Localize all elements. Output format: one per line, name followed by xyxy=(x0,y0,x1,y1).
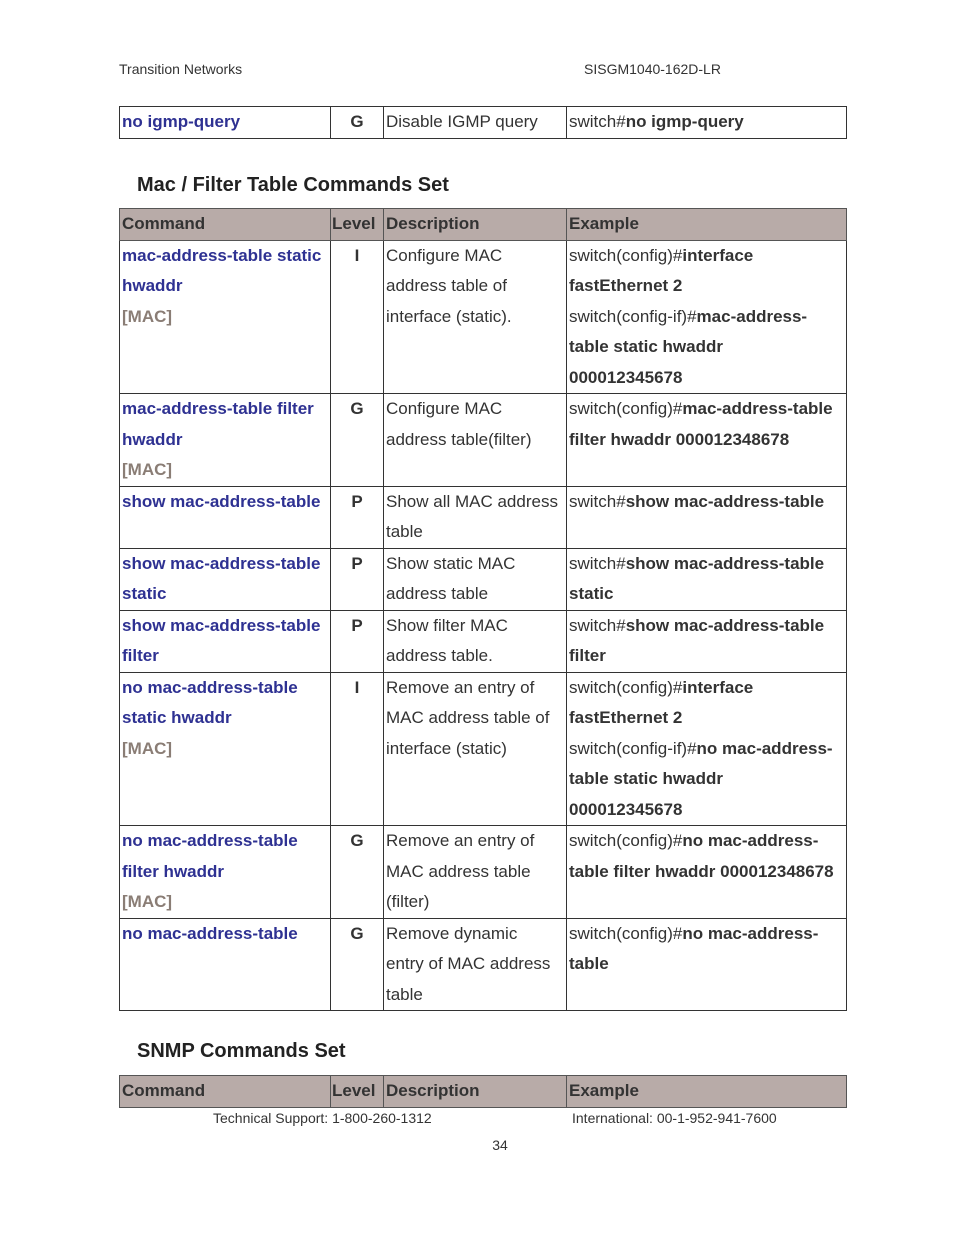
example-line xyxy=(569,857,846,888)
example-line xyxy=(569,363,846,394)
example-line xyxy=(569,764,846,795)
description-text: address table(filter) xyxy=(386,429,532,449)
description-text: Configure MAC xyxy=(386,245,503,265)
description-text: interface (static) xyxy=(386,738,507,758)
example-line xyxy=(569,949,846,980)
example-line xyxy=(569,425,846,456)
command-text: no igmp-query xyxy=(122,112,241,131)
example-prompt: switch# xyxy=(569,615,626,635)
example-cell xyxy=(567,107,847,139)
description-cell: Disable IGMP query xyxy=(384,107,567,139)
description-text: entry of MAC address xyxy=(386,954,551,973)
description-text: MAC address table of xyxy=(386,708,550,727)
table-row xyxy=(120,672,847,826)
command-text: static hwaddr xyxy=(122,708,232,727)
command-text: no mac-address-table xyxy=(122,831,298,850)
column-header-command: Command xyxy=(120,1076,331,1108)
example-line xyxy=(569,734,846,765)
table-row xyxy=(120,548,847,610)
example-cell xyxy=(567,826,847,919)
example-command: table filter hwaddr 000012348678 xyxy=(569,861,834,881)
parameter-text: [MAC] xyxy=(122,306,173,326)
mac-filter-commands-table xyxy=(119,208,847,1011)
command-cell xyxy=(120,672,331,826)
command-text: static xyxy=(122,584,167,603)
example-command: show mac-address-table xyxy=(625,615,825,635)
command-cell xyxy=(120,486,331,548)
example-command: 000012345678 xyxy=(569,367,683,387)
footer-international-phone: International: 00-1-952-941-7600 xyxy=(572,1110,777,1126)
table-row xyxy=(120,486,847,548)
example-command: show mac-address-table xyxy=(625,553,825,573)
description-cell xyxy=(384,918,567,1011)
example-command: mac-address-table xyxy=(682,399,833,418)
example-command: interface xyxy=(682,677,754,697)
example-command: filter xyxy=(569,646,606,665)
description-cell xyxy=(384,826,567,919)
description-cell xyxy=(384,672,567,826)
command-text: filter xyxy=(122,646,159,665)
example-command: no mac-address- xyxy=(696,738,833,758)
column-header-example: Example xyxy=(567,209,847,241)
command-cell xyxy=(120,394,331,487)
column-header-description: Description xyxy=(384,1076,567,1108)
description-text: address table xyxy=(386,584,489,603)
example-prefix: switch# xyxy=(569,112,626,131)
example-cell xyxy=(567,672,847,826)
example-command: no mac-address- xyxy=(682,923,819,943)
level-cell: P xyxy=(331,610,384,672)
example-line xyxy=(569,703,846,734)
description-cell xyxy=(384,548,567,610)
example-cell xyxy=(567,610,847,672)
description-text: Remove dynamic xyxy=(386,923,518,943)
igmp-query-table xyxy=(119,106,847,139)
parameter-text: [MAC] xyxy=(122,460,173,479)
example-prompt: switch(config-if)# xyxy=(569,738,697,758)
example-cell xyxy=(567,240,847,394)
table-row xyxy=(120,826,847,919)
example-cell xyxy=(567,918,847,1011)
level-cell: G xyxy=(331,918,384,1011)
example-cell xyxy=(567,548,847,610)
example-line xyxy=(569,919,846,950)
level-cell: G xyxy=(331,394,384,487)
command-text: hwaddr xyxy=(122,276,183,295)
example-line xyxy=(569,271,846,302)
example-command: table static hwaddr xyxy=(569,337,723,356)
example-command: static xyxy=(569,584,614,603)
description-cell xyxy=(384,240,567,394)
example-command: no mac-address- xyxy=(682,831,819,850)
description-text: (filter) xyxy=(386,892,430,911)
page-number: 34 xyxy=(492,1137,508,1153)
description-cell xyxy=(384,486,567,548)
column-header-level: Level xyxy=(331,209,384,241)
example-line xyxy=(569,487,846,518)
level-cell: G xyxy=(331,107,384,139)
command-text: no mac-address-table xyxy=(122,677,298,697)
description-cell xyxy=(384,394,567,487)
description-text: table xyxy=(386,984,423,1004)
snmp-commands-table xyxy=(119,1075,847,1108)
example-prompt: switch(config)# xyxy=(569,245,683,265)
example-prompt: switch(config)# xyxy=(569,399,683,418)
example-prompt: switch(config-if)# xyxy=(569,306,697,326)
description-text: Remove an entry of xyxy=(386,831,535,850)
description-text: Configure MAC xyxy=(386,399,503,418)
level-cell: I xyxy=(331,240,384,394)
example-line xyxy=(569,579,846,610)
example-line xyxy=(569,302,846,333)
column-header-description: Description xyxy=(384,209,567,241)
description-text: table xyxy=(386,522,423,541)
description-cell xyxy=(384,610,567,672)
command-cell xyxy=(120,548,331,610)
example-command: show mac-address-table xyxy=(625,491,825,511)
example-prompt: switch# xyxy=(569,553,626,573)
section-title-snmp: SNMP Commands Set xyxy=(137,1040,346,1062)
description-text: Show static MAC xyxy=(386,553,516,573)
example-prompt: switch(config)# xyxy=(569,923,683,943)
table-row xyxy=(120,107,847,139)
description-text: interface (static). xyxy=(386,306,512,326)
example-line xyxy=(569,673,846,704)
command-text: mac-address-table filter xyxy=(122,399,314,418)
description-text: address table of xyxy=(386,276,507,295)
example-command: fastEthernet 2 xyxy=(569,708,683,727)
level-cell: P xyxy=(331,486,384,548)
command-text: show mac-address-table xyxy=(122,491,321,511)
example-command: table static hwaddr xyxy=(569,769,723,788)
page-header-company: Transition Networks xyxy=(119,61,243,77)
example-prompt: switch# xyxy=(569,491,626,511)
parameter-text: [MAC] xyxy=(122,738,173,758)
command-text: no mac-address-table xyxy=(122,923,298,943)
example-prompt: switch(config)# xyxy=(569,677,683,697)
level-cell: G xyxy=(331,826,384,919)
example-command: mac-address- xyxy=(696,306,808,326)
command-text: hwaddr xyxy=(122,429,183,449)
example-command: fastEthernet 2 xyxy=(569,276,683,295)
example-line xyxy=(569,611,846,642)
section-title-mac-filter: Mac / Filter Table Commands Set xyxy=(137,174,449,196)
example-line xyxy=(569,826,846,857)
description-text: Remove an entry of xyxy=(386,677,535,697)
table-header-row xyxy=(120,1076,847,1108)
description-text: Show filter MAC xyxy=(386,615,508,635)
command-text: show mac-address-table xyxy=(122,553,321,573)
example-command: filter hwaddr 000012348678 xyxy=(569,429,790,449)
example-command: table xyxy=(569,954,609,973)
example-line xyxy=(569,549,846,580)
command-cell xyxy=(120,918,331,1011)
command-text: filter hwaddr xyxy=(122,861,225,881)
example-command: interface xyxy=(682,245,754,265)
example-line xyxy=(569,641,846,672)
command-text: mac-address-table static xyxy=(122,245,322,265)
parameter-text: [MAC] xyxy=(122,892,173,911)
example-line xyxy=(569,241,846,272)
example-prompt: switch(config)# xyxy=(569,831,683,850)
table-row xyxy=(120,240,847,394)
table-header-row xyxy=(120,209,847,241)
command-cell xyxy=(120,107,331,139)
example-cell xyxy=(567,486,847,548)
table-row xyxy=(120,918,847,1011)
page-header-model: SISGM1040-162D-LR xyxy=(584,61,721,77)
column-header-command: Command xyxy=(120,209,331,241)
table-row xyxy=(120,394,847,487)
footer-support-phone: Technical Support: 1-800-260-1312 xyxy=(213,1110,432,1126)
description-text: Show all MAC address xyxy=(386,491,558,511)
column-header-level: Level xyxy=(331,1076,384,1108)
command-cell xyxy=(120,826,331,919)
example-line xyxy=(569,795,846,826)
command-cell xyxy=(120,610,331,672)
column-header-example: Example xyxy=(567,1076,847,1108)
level-cell: P xyxy=(331,548,384,610)
table-row xyxy=(120,610,847,672)
level-cell: I xyxy=(331,672,384,826)
description-text: MAC address table xyxy=(386,861,531,881)
example-command: 000012345678 xyxy=(569,799,683,819)
command-text: show mac-address-table xyxy=(122,615,321,635)
command-cell xyxy=(120,240,331,394)
example-cell xyxy=(567,394,847,487)
example-line xyxy=(569,394,846,425)
description-text: address table. xyxy=(386,646,493,665)
example-command: no igmp-query xyxy=(625,112,744,131)
example-line xyxy=(569,332,846,363)
